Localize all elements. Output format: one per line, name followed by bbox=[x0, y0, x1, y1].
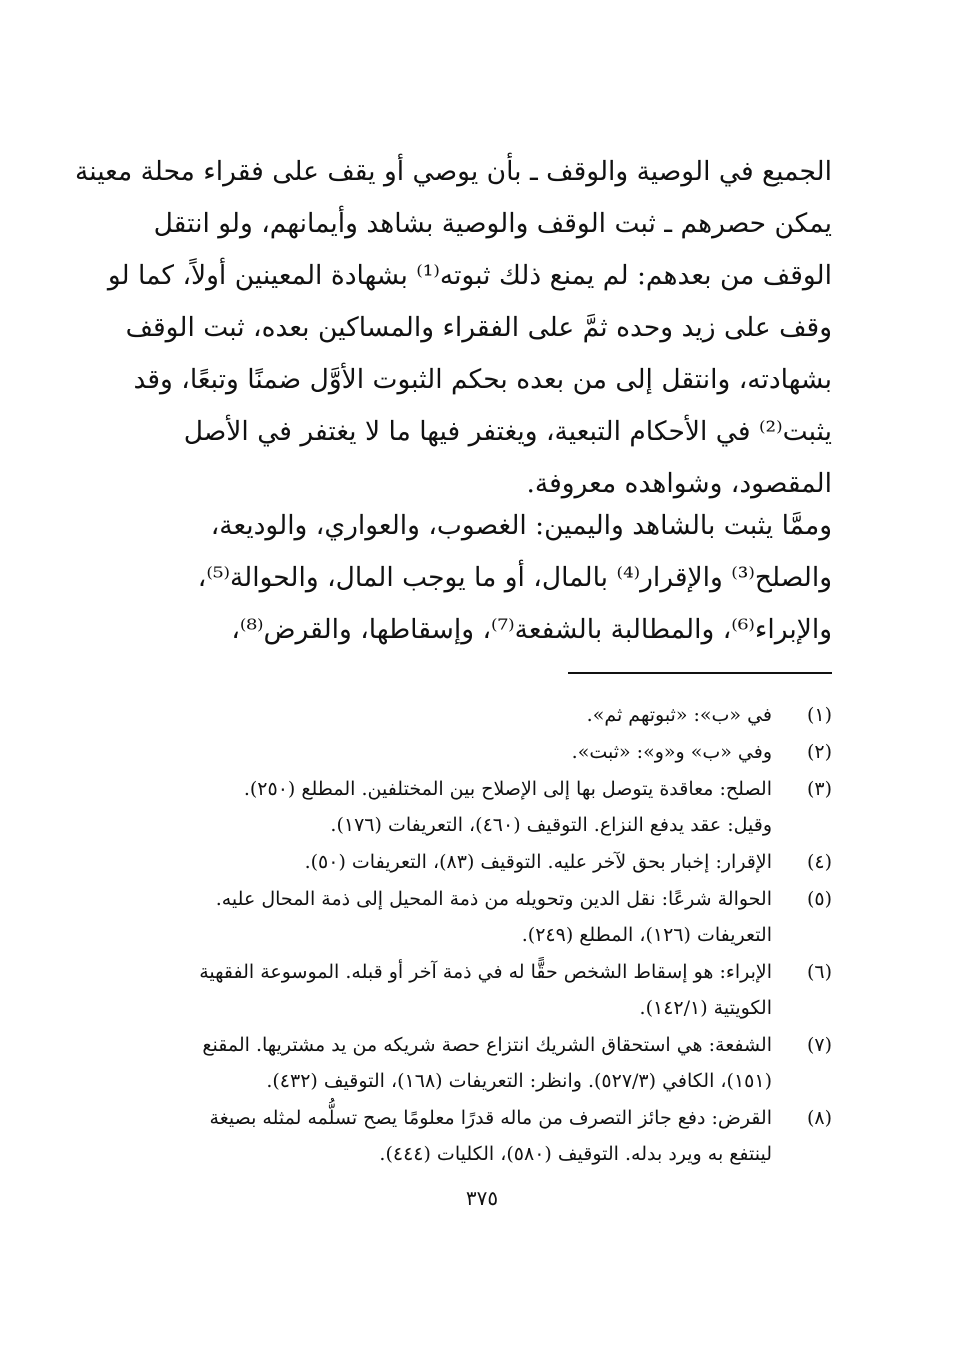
footnote-text: الصلح: معاقدة يتوصل بها إلى الإصلاح بين المختلفين. المطلع (٢٥٠). bbox=[243, 778, 772, 800]
footnote-number: (١) bbox=[806, 704, 832, 726]
footnote-text: الكويتية (١٤٢/١). bbox=[639, 997, 772, 1019]
footnotes bbox=[132, 697, 832, 1173]
text-line: وممَّا يثبت بالشاهد واليمين: الغصوب، والعواري، والوديعة، bbox=[210, 510, 832, 541]
footnote-number: (٨) bbox=[806, 1107, 832, 1129]
footnote-number: (٥) bbox=[806, 888, 832, 910]
footnote-text: وفي «ب» و«و»: «ثبت». bbox=[571, 741, 772, 763]
text-line: المقصود، وشواهده معروفة. bbox=[526, 468, 832, 499]
footnote-text: في «ب»: «ثبوتهم ثم». bbox=[586, 704, 772, 726]
text-line: وقف على زيد وحده ثمَّ على الفقراء والمساكين بعده، ثبت الوقف bbox=[125, 312, 832, 343]
footnote-item bbox=[132, 954, 832, 1026]
text-line: يثبت⁽²⁾ في الأحكام التبعية، ويغتفر فيها ما لا يغتفر في الأصل bbox=[183, 416, 832, 447]
footnote-text: الإقرار: إخبار بحق لآخر عليه. التوقيف (٨٣)، التعريفات (٥٠). bbox=[304, 851, 772, 873]
page-number: ٣٧٥ bbox=[465, 1186, 499, 1210]
text-line: والصلح⁽³⁾ والإقرار⁽⁴⁾ بالمال، أو ما يوجب المال، والحوالة⁽⁵⁾، bbox=[197, 562, 832, 593]
footnote-item bbox=[132, 697, 832, 733]
text-line: يمكن حصرهم ـ ثبت الوقف والوصية بشاهد وأيمانهم، ولو انتقل bbox=[153, 208, 832, 239]
footnote-text: التعريفات (١٢٦)، المطلع (٢٤٩). bbox=[521, 924, 772, 946]
footnote-item bbox=[132, 844, 832, 880]
main-paragraph-2 bbox=[132, 500, 832, 656]
footnote-text: الحوالة شرعًا: نقل الدين وتحويله من ذمة المحيل إلى ذمة المحال عليه. bbox=[215, 888, 772, 910]
footnote-item bbox=[132, 1100, 832, 1172]
footnote-number: (٢) bbox=[806, 741, 832, 763]
footnote-text: الإبراء: هو إسقاط الشخص حقًّا له في ذمة آخر أو قبله. الموسوعة الفقهية bbox=[199, 961, 772, 983]
text-line: الجميع في الوصية والوقف ـ بأن يوصي أو يقف على فقراء محلة معينة bbox=[74, 156, 832, 187]
text-line: والإبراء⁽⁶⁾، والمطالبة بالشفعة⁽⁷⁾، وإسقاطها، والقرض⁽⁸⁾، bbox=[231, 614, 832, 645]
footnote-text: لينتفع به ويرد بدله. التوقيف (٥٨٠)، الكليات (٤٤٤). bbox=[379, 1143, 772, 1165]
text-line: الوقف من بعدهم: لم يمنع ذلك ثبوته⁽¹⁾ بشهادة المعينين أولاً، كما لو bbox=[107, 260, 832, 291]
footnote-item bbox=[132, 734, 832, 770]
footnote-text: (١٥١)، الكافي (٥٢٧/٣). وانظر: التعريفات (١٦٨)، التوقيف (٤٣٢). bbox=[266, 1070, 772, 1092]
footnote-item bbox=[132, 1027, 832, 1099]
footnote-item bbox=[132, 771, 832, 843]
footnote-item bbox=[132, 881, 832, 953]
footnote-number: (٤) bbox=[806, 851, 832, 873]
footnote-text: القرض: دفع جائز التصرف من ماله قدرًا معلومًا يصح تسلُّمه لمثله بصيغة bbox=[209, 1107, 772, 1129]
footnote-number: (٣) bbox=[806, 778, 832, 800]
footnote-number: (٧) bbox=[806, 1034, 832, 1056]
footnote-text: وقيل: عقد يدفع النزاع. التوقيف (٤٦٠)، التعريفات (١٧٦). bbox=[330, 814, 772, 836]
footnote-number: (٦) bbox=[806, 961, 832, 983]
footnote-text: الشفعة: هي استحقاق الشريك انتزاع حصة شريكه من يد مشتريها. المقنع bbox=[202, 1034, 772, 1056]
main-paragraph-1 bbox=[74, 146, 832, 510]
footnote-separator bbox=[568, 672, 832, 674]
text-line: بشهادته، وانتقل إلى من بعده بحكم الثبوت الأوَّل ضمنًا وتبعًا، وقد bbox=[133, 364, 832, 395]
